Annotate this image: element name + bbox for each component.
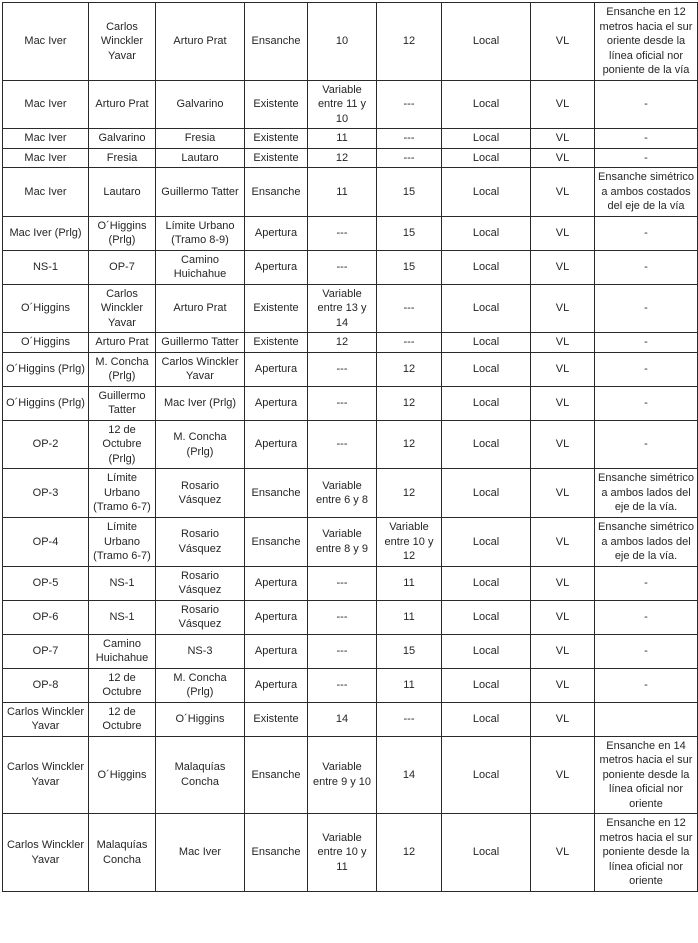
table-cell: Local bbox=[442, 814, 531, 892]
table-cell: Local bbox=[442, 469, 531, 518]
table-cell: --- bbox=[308, 352, 377, 386]
table-cell: Apertura bbox=[245, 600, 308, 634]
table-cell: Variable entre 11 y 10 bbox=[308, 80, 377, 129]
table-cell: Local bbox=[442, 736, 531, 814]
table-cell: VL bbox=[531, 284, 595, 333]
table-cell: 12 bbox=[377, 386, 442, 420]
table-cell: Galvarino bbox=[89, 129, 156, 149]
table-cell: 11 bbox=[377, 668, 442, 702]
table-cell: VL bbox=[531, 736, 595, 814]
table-cell: 14 bbox=[377, 736, 442, 814]
table-cell: OP-7 bbox=[89, 250, 156, 284]
table-cell: --- bbox=[308, 386, 377, 420]
table-cell: O´Higgins (Prlg) bbox=[3, 352, 89, 386]
table-cell: O´Higgins bbox=[89, 736, 156, 814]
table-cell: 11 bbox=[308, 168, 377, 217]
table-cell: Lautaro bbox=[156, 148, 245, 168]
table-cell: VL bbox=[531, 250, 595, 284]
table-cell: VL bbox=[531, 566, 595, 600]
table-cell: VL bbox=[531, 148, 595, 168]
table-cell: Local bbox=[442, 386, 531, 420]
table-cell: Local bbox=[442, 668, 531, 702]
table-cell: NS-1 bbox=[89, 566, 156, 600]
table-cell: Variable entre 9 y 10 bbox=[308, 736, 377, 814]
table-cell: --- bbox=[377, 284, 442, 333]
table-cell: M. Concha (Prlg) bbox=[156, 668, 245, 702]
table-cell: VL bbox=[531, 634, 595, 668]
table-cell: Ensanche bbox=[245, 814, 308, 892]
table-cell: Ensanche simétrico a ambos lados del eje de la vía. bbox=[595, 517, 698, 566]
table-cell: Local bbox=[442, 566, 531, 600]
table-cell: - bbox=[595, 148, 698, 168]
table-cell: Variable entre 10 y 11 bbox=[308, 814, 377, 892]
table-cell: - bbox=[595, 600, 698, 634]
table-cell: Límite Urbano (Tramo 6-7) bbox=[89, 469, 156, 518]
table-row bbox=[3, 600, 698, 634]
table-cell: Local bbox=[442, 148, 531, 168]
table-row bbox=[3, 129, 698, 149]
table-cell: Malaquías Concha bbox=[156, 736, 245, 814]
table-cell: --- bbox=[308, 600, 377, 634]
table-row bbox=[3, 566, 698, 600]
table-cell: Límite Urbano (Tramo 6-7) bbox=[89, 517, 156, 566]
table-cell: VL bbox=[531, 386, 595, 420]
table-cell: VL bbox=[531, 168, 595, 217]
table-cell: 12 bbox=[377, 420, 442, 469]
table-cell: Apertura bbox=[245, 420, 308, 469]
table-cell: OP-3 bbox=[3, 469, 89, 518]
table-cell: Variable entre 6 y 8 bbox=[308, 469, 377, 518]
table-cell: - bbox=[595, 668, 698, 702]
table-cell: Local bbox=[442, 284, 531, 333]
table-cell: Fresia bbox=[156, 129, 245, 149]
table-cell: Existente bbox=[245, 148, 308, 168]
table-cell: VL bbox=[531, 352, 595, 386]
table-cell: VL bbox=[531, 129, 595, 149]
table-cell: Local bbox=[442, 517, 531, 566]
table-cell: Local bbox=[442, 3, 531, 81]
table-cell: Camino Huichahue bbox=[156, 250, 245, 284]
table-row bbox=[3, 3, 698, 81]
table-cell: Rosario Vásquez bbox=[156, 566, 245, 600]
table-row bbox=[3, 469, 698, 518]
table-cell: Local bbox=[442, 168, 531, 217]
table-cell: Existente bbox=[245, 284, 308, 333]
table-row bbox=[3, 80, 698, 129]
table-cell: Local bbox=[442, 80, 531, 129]
table-cell: Arturo Prat bbox=[89, 333, 156, 353]
table-cell: 15 bbox=[377, 634, 442, 668]
table-cell: Ensanche bbox=[245, 517, 308, 566]
table-cell: Arturo Prat bbox=[89, 80, 156, 129]
table-cell: VL bbox=[531, 517, 595, 566]
table-cell: --- bbox=[308, 216, 377, 250]
table-cell: - bbox=[595, 634, 698, 668]
table-row bbox=[3, 420, 698, 469]
table-cell: OP-4 bbox=[3, 517, 89, 566]
table-cell bbox=[595, 702, 698, 736]
table-cell: Arturo Prat bbox=[156, 3, 245, 81]
table-cell: 14 bbox=[308, 702, 377, 736]
table-cell: Ensanche bbox=[245, 736, 308, 814]
table-cell: 12 bbox=[377, 814, 442, 892]
table-cell: - bbox=[595, 284, 698, 333]
table-body bbox=[3, 3, 698, 892]
table-cell: - bbox=[595, 566, 698, 600]
table-cell: Carlos Winckler Yavar bbox=[3, 736, 89, 814]
table-cell: --- bbox=[308, 634, 377, 668]
table-cell: Local bbox=[442, 216, 531, 250]
table-row bbox=[3, 702, 698, 736]
table-cell: Apertura bbox=[245, 566, 308, 600]
roads-table bbox=[2, 2, 698, 892]
table-cell: --- bbox=[377, 129, 442, 149]
table-cell: 10 bbox=[308, 3, 377, 81]
table-cell: 15 bbox=[377, 168, 442, 217]
table-cell: 12 bbox=[308, 148, 377, 168]
table-cell: VL bbox=[531, 469, 595, 518]
table-cell: 15 bbox=[377, 216, 442, 250]
table-cell: O´Higgins (Prlg) bbox=[89, 216, 156, 250]
table-cell: Fresia bbox=[89, 148, 156, 168]
table-cell: OP-5 bbox=[3, 566, 89, 600]
table-cell: Mac Iver (Prlg) bbox=[156, 386, 245, 420]
table-cell: Rosario Vásquez bbox=[156, 469, 245, 518]
table-cell: 12 de Octubre bbox=[89, 702, 156, 736]
table-cell: O´Higgins bbox=[156, 702, 245, 736]
table-cell: Ensanche simétrico a ambos costados del eje de la vía bbox=[595, 168, 698, 217]
table-row bbox=[3, 668, 698, 702]
table-cell: 12 de Octubre bbox=[89, 668, 156, 702]
table-cell: OP-8 bbox=[3, 668, 89, 702]
table-row bbox=[3, 386, 698, 420]
table-cell: 12 bbox=[377, 3, 442, 81]
table-cell: Existente bbox=[245, 702, 308, 736]
table-cell: 11 bbox=[308, 129, 377, 149]
table-cell: Apertura bbox=[245, 634, 308, 668]
table-cell: Local bbox=[442, 634, 531, 668]
table-cell: Rosario Vásquez bbox=[156, 517, 245, 566]
table-row bbox=[3, 148, 698, 168]
table-cell: Rosario Vásquez bbox=[156, 600, 245, 634]
table-cell: 15 bbox=[377, 250, 442, 284]
table-cell: Límite Urbano (Tramo 8-9) bbox=[156, 216, 245, 250]
table-cell: M. Concha (Prlg) bbox=[156, 420, 245, 469]
table-cell: Apertura bbox=[245, 668, 308, 702]
table-cell: VL bbox=[531, 333, 595, 353]
table-cell: M. Concha (Prlg) bbox=[89, 352, 156, 386]
table-cell: --- bbox=[308, 250, 377, 284]
table-row bbox=[3, 634, 698, 668]
table-cell: Ensanche en 12 metros hacia el sur poniente desde la línea oficial nor oriente bbox=[595, 814, 698, 892]
table-cell: Mac Iver (Prlg) bbox=[3, 216, 89, 250]
table-cell: OP-2 bbox=[3, 420, 89, 469]
table-cell: Carlos Winckler Yavar bbox=[89, 3, 156, 81]
table-cell: 12 bbox=[377, 469, 442, 518]
table-cell: Variable entre 10 y 12 bbox=[377, 517, 442, 566]
table-cell: - bbox=[595, 352, 698, 386]
table-cell: Carlos Winckler Yavar bbox=[3, 814, 89, 892]
table-cell: VL bbox=[531, 3, 595, 81]
table-cell: Ensanche en 12 metros hacia el sur oriente desde la línea oficial nor poniente de la vía bbox=[595, 3, 698, 81]
table-cell: --- bbox=[377, 148, 442, 168]
table-cell: Guillermo Tatter bbox=[156, 168, 245, 217]
table-cell: VL bbox=[531, 668, 595, 702]
table-cell: Apertura bbox=[245, 250, 308, 284]
table-cell: Local bbox=[442, 420, 531, 469]
table-cell: Mac Iver bbox=[3, 148, 89, 168]
table-cell: NS-1 bbox=[3, 250, 89, 284]
table-cell: Variable entre 8 y 9 bbox=[308, 517, 377, 566]
table-cell: O´Higgins bbox=[3, 284, 89, 333]
table-cell: - bbox=[595, 216, 698, 250]
table-cell: Malaquías Concha bbox=[89, 814, 156, 892]
table-cell: Carlos Winckler Yavar bbox=[89, 284, 156, 333]
table-cell: Mac Iver bbox=[3, 80, 89, 129]
table-cell: - bbox=[595, 420, 698, 469]
table-cell: VL bbox=[531, 600, 595, 634]
table-cell: Galvarino bbox=[156, 80, 245, 129]
table-cell: NS-1 bbox=[89, 600, 156, 634]
table-cell: Mac Iver bbox=[3, 3, 89, 81]
table-row bbox=[3, 333, 698, 353]
table-cell: - bbox=[595, 386, 698, 420]
table-cell: Ensanche bbox=[245, 469, 308, 518]
table-cell: VL bbox=[531, 814, 595, 892]
table-cell: VL bbox=[531, 702, 595, 736]
table-cell: Local bbox=[442, 129, 531, 149]
table-row bbox=[3, 168, 698, 217]
table-row bbox=[3, 216, 698, 250]
table-cell: --- bbox=[308, 566, 377, 600]
table-cell: Apertura bbox=[245, 216, 308, 250]
table-cell: Carlos Winckler Yavar bbox=[3, 702, 89, 736]
table-cell: Local bbox=[442, 333, 531, 353]
table-cell: --- bbox=[308, 420, 377, 469]
table-cell: Mac Iver bbox=[3, 129, 89, 149]
table-cell: - bbox=[595, 250, 698, 284]
table-cell: 11 bbox=[377, 600, 442, 634]
table-cell: --- bbox=[377, 80, 442, 129]
table-cell: 11 bbox=[377, 566, 442, 600]
table-row bbox=[3, 352, 698, 386]
table-cell: Local bbox=[442, 600, 531, 634]
table-cell: 12 de Octubre (Prlg) bbox=[89, 420, 156, 469]
table-cell: --- bbox=[308, 668, 377, 702]
table-cell: Existente bbox=[245, 333, 308, 353]
table-cell: - bbox=[595, 129, 698, 149]
table-cell: Apertura bbox=[245, 386, 308, 420]
table-cell: Guillermo Tatter bbox=[156, 333, 245, 353]
table-cell: OP-7 bbox=[3, 634, 89, 668]
table-cell: NS-3 bbox=[156, 634, 245, 668]
table-cell: Ensanche en 14 metros hacia el sur poniente desde la línea oficial nor oriente bbox=[595, 736, 698, 814]
table-cell: VL bbox=[531, 216, 595, 250]
table-cell: Existente bbox=[245, 80, 308, 129]
table-cell: Ensanche bbox=[245, 3, 308, 81]
table-cell: O´Higgins (Prlg) bbox=[3, 386, 89, 420]
table-cell: --- bbox=[377, 702, 442, 736]
table-cell: Ensanche bbox=[245, 168, 308, 217]
table-cell: Lautaro bbox=[89, 168, 156, 217]
table-cell: Guillermo Tatter bbox=[89, 386, 156, 420]
table-cell: Local bbox=[442, 352, 531, 386]
table-cell: --- bbox=[377, 333, 442, 353]
table-cell: Ensanche simétrico a ambos lados del eje de la vía. bbox=[595, 469, 698, 518]
table-cell: Arturo Prat bbox=[156, 284, 245, 333]
table-cell: 12 bbox=[377, 352, 442, 386]
table-cell: Apertura bbox=[245, 352, 308, 386]
table-cell: VL bbox=[531, 420, 595, 469]
table-cell: Local bbox=[442, 702, 531, 736]
table-cell: Mac Iver bbox=[156, 814, 245, 892]
table-cell: Mac Iver bbox=[3, 168, 89, 217]
table-row bbox=[3, 814, 698, 892]
table-cell: Variable entre 13 y 14 bbox=[308, 284, 377, 333]
table-cell: - bbox=[595, 80, 698, 129]
table-cell: Camino Huichahue bbox=[89, 634, 156, 668]
table-cell: Local bbox=[442, 250, 531, 284]
table-cell: OP-6 bbox=[3, 600, 89, 634]
table-row bbox=[3, 517, 698, 566]
table-cell: Existente bbox=[245, 129, 308, 149]
table-cell: Carlos Winckler Yavar bbox=[156, 352, 245, 386]
table-row bbox=[3, 250, 698, 284]
table-row bbox=[3, 736, 698, 814]
table-cell: 12 bbox=[308, 333, 377, 353]
table-cell: VL bbox=[531, 80, 595, 129]
table-cell: - bbox=[595, 333, 698, 353]
table-cell: O´Higgins bbox=[3, 333, 89, 353]
table-row bbox=[3, 284, 698, 333]
